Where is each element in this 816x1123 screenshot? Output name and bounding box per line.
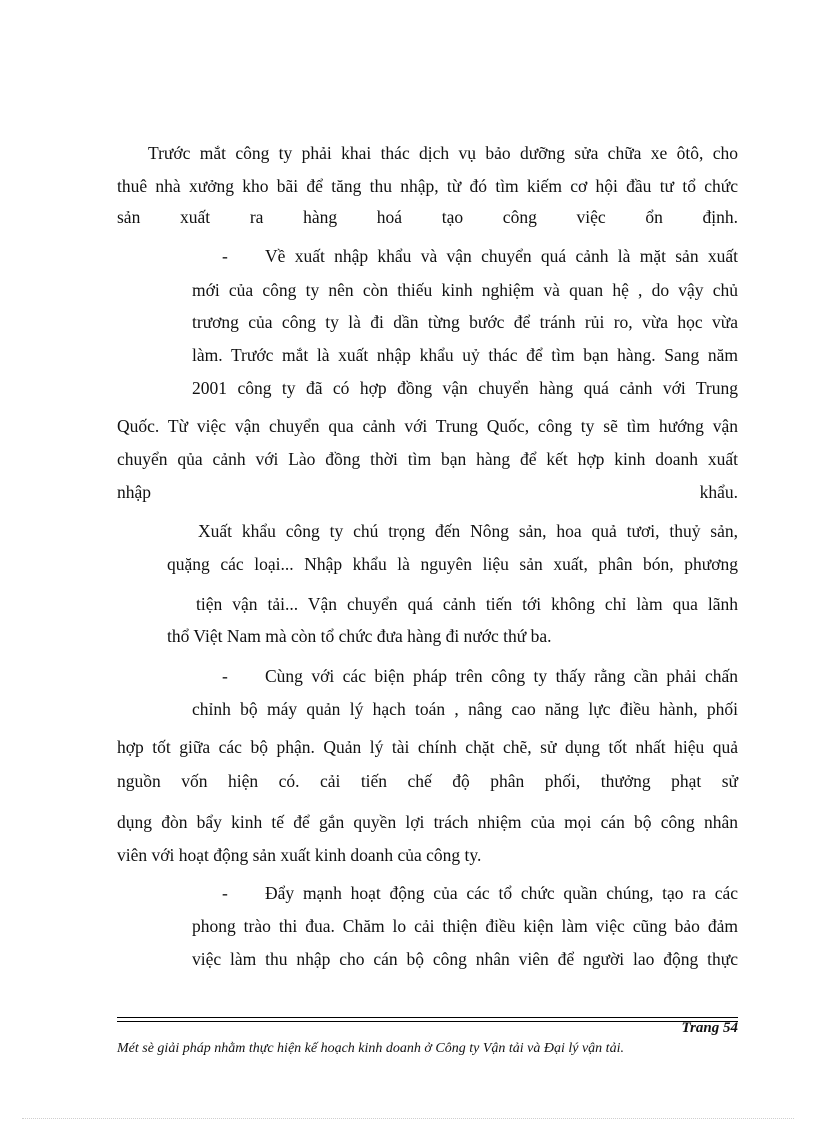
paragraph-line: Quốc. Từ việc vận chuyển qua cảnh với Trung Quốc, công ty sẽ tìm hướng vận <box>117 416 738 436</box>
paragraph-line: sản xuất ra hàng hoá tạo công việc ổn định. <box>117 207 738 227</box>
paragraph-line: viên với hoạt động sản xuất kinh doanh của công ty. <box>117 845 482 865</box>
paragraph-line: thuê nhà xưởng kho bãi để tăng thu nhập, từ đó tìm kiếm cơ hội đầu tư tổ chức <box>117 176 738 196</box>
paragraph-line: phong trào thi đua. Chăm lo cải thiện điều kiện làm việc cũng bảo đảm <box>192 916 738 936</box>
paragraph-line: Về xuất nhập khẩu và vận chuyển quá cảnh là mặt sản xuất <box>265 246 738 266</box>
paragraph-line: việc làm thu nhập cho cán bộ công nhân viên để người lao động thực <box>192 949 738 969</box>
paragraph-line: hợp tốt giữa các bộ phận. Quản lý tài chính chặt chẽ, sử dụng tốt nhất hiệu quả <box>117 737 738 757</box>
paragraph-line: 2001 công ty đã có hợp đồng vận chuyển hàng quá cảnh với Trung <box>192 378 738 398</box>
paragraph-line: Trước mắt công ty phải khai thác dịch vụ bảo dưỡng sửa chữa xe ôtô, cho <box>148 143 738 163</box>
paragraph-line: Cùng với các biện pháp trên công ty thấy rằng cần phải chấn <box>265 666 738 686</box>
page-number: Trang 54 <box>681 1020 738 1036</box>
paragraph-line: mới của công ty nên còn thiếu kinh nghiệm và quan hệ , do vậy chủ <box>192 280 738 300</box>
paragraph-line: tiện vận tải... Vận chuyển quá cảnh tiến tới không chỉ làm qua lãnh <box>196 594 738 614</box>
paragraph-line: dụng đòn bẩy kinh tế để gắn quyền lợi trách nhiệm của mọi cán bộ công nhân <box>117 812 738 832</box>
footer-title: Mét sè giải pháp nhằm thực hiện kế hoạch kinh doanh ở Công ty Vận tải và Đại lý vận tải. <box>117 1041 624 1056</box>
paragraph-line: quặng các loại... Nhập khẩu là nguyên liệu sản xuất, phân bón, phương <box>167 554 738 574</box>
paragraph-line: nhập khẩu. <box>117 482 738 502</box>
paragraph-line: Đẩy mạnh hoạt động của các tổ chức quần chúng, tạo ra các <box>265 883 738 903</box>
footer-rule-thin <box>117 1021 738 1022</box>
bullet-dash: - <box>222 666 228 686</box>
paragraph-line: nguồn vốn hiện có. cải tiến chế độ phân phối, thưởng phạt sử <box>117 771 738 791</box>
page-bottom-divider <box>22 1118 794 1119</box>
footer-rule <box>117 1017 738 1018</box>
paragraph-line: chuyển qủa cảnh với Lào đồng thời tìm bạn hàng để kết hợp kinh doanh xuất <box>117 449 738 469</box>
bullet-dash: - <box>222 246 228 266</box>
paragraph-line: trương của công ty là đi dần từng bước để tránh rủi ro, vừa học vừa <box>192 312 738 332</box>
paragraph-line: Xuất khẩu công ty chú trọng đến Nông sản, hoa quả tươi, thuỷ sản, <box>198 521 738 541</box>
paragraph-line: thổ Việt Nam mà còn tổ chức đưa hàng đi nước thứ ba. <box>167 626 552 646</box>
bullet-dash: - <box>222 883 228 903</box>
paragraph-line: làm. Trước mắt là xuất nhập khẩu uỷ thác để tìm bạn hàng. Sang năm <box>192 345 738 365</box>
paragraph-line: chỉnh bộ máy quản lý hạch toán , nâng cao năng lực điều hành, phối <box>192 699 738 719</box>
